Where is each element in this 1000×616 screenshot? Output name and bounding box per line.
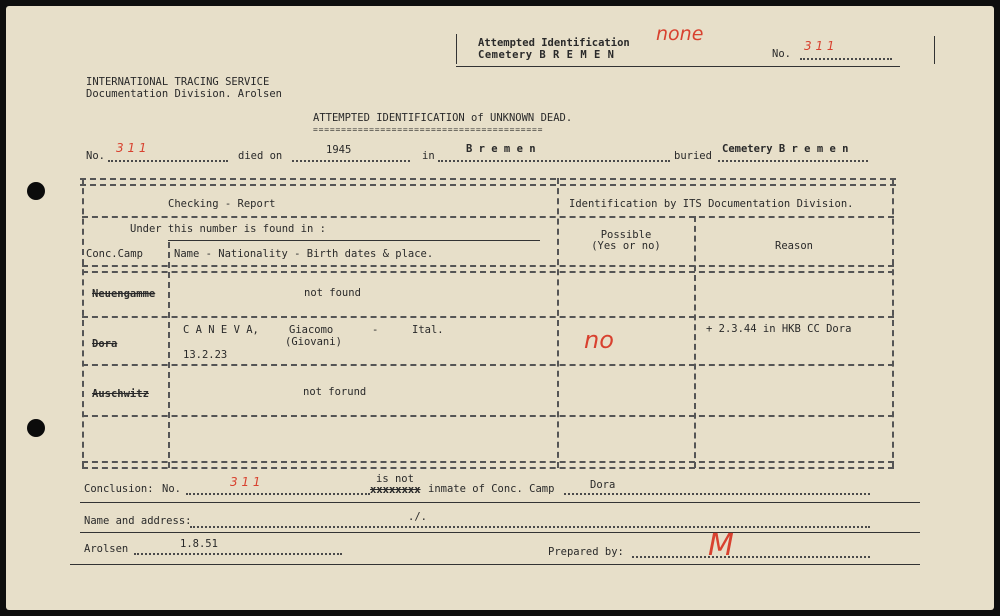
- header-no-dots: [800, 58, 892, 60]
- table-row-2-birth: 13.2.23: [183, 349, 228, 361]
- conclusion-struck-word: xxxxxxxx: [370, 484, 421, 496]
- prepared-by-label: Prepared by:: [548, 546, 624, 558]
- col-camp-header: Conc.Camp: [86, 248, 143, 260]
- buried-label: buried: [674, 150, 712, 162]
- footer-place: Arolsen: [84, 543, 129, 555]
- prepared-by-dots: [632, 556, 870, 558]
- table-row-2-given: Giacomo: [289, 324, 334, 336]
- died-on-label: died on: [238, 150, 283, 162]
- under-number-label: Under this number is found in :: [130, 223, 326, 235]
- conclusion-no-dots: [186, 493, 370, 495]
- died-on-value: 1945: [326, 144, 352, 156]
- table-left-border: [82, 178, 84, 468]
- col-reason-header: Reason: [775, 240, 813, 252]
- table-row-1-name: not found: [304, 287, 361, 299]
- document-card: [6, 6, 994, 610]
- died-on-dots: [292, 160, 410, 162]
- table-row-2-possible: no: [584, 326, 614, 354]
- table-line-under-number: [168, 240, 540, 241]
- table-row-2-camp: Dora: [92, 338, 118, 350]
- footer-date: 1.8.51: [180, 538, 218, 550]
- conclusion-camp-value: Dora: [590, 479, 616, 491]
- header-box-line2: Cemetery B R E M E N: [478, 49, 615, 61]
- name-address-rule: [80, 532, 920, 533]
- punch-hole-bottom: [27, 419, 45, 437]
- header-no-value: 3 1 1: [804, 39, 835, 53]
- identification-header: Identification by ITS Documentation Division.: [569, 198, 854, 210]
- record-no-value: 3 1 1: [116, 141, 147, 155]
- table-top-border: [80, 178, 896, 186]
- checking-report-header: Checking - Report: [168, 198, 276, 210]
- table-row-2-nationality: Ital.: [412, 324, 444, 336]
- col-name-header: Name - Nationality - Birth dates & place.: [174, 248, 434, 260]
- table-line-row2: [82, 364, 894, 366]
- table-line-row1: [82, 316, 894, 318]
- name-address-value: ./.: [408, 511, 427, 523]
- org-line2: Documentation Division. Arolsen: [86, 88, 282, 100]
- table-line-row3: [82, 415, 894, 417]
- table-divider-possible: [694, 216, 696, 468]
- handwritten-note: none: [656, 23, 704, 45]
- in-label: in: [422, 150, 435, 162]
- record-no-label: No.: [86, 150, 105, 162]
- footer-rule: [70, 564, 920, 565]
- header-box-bottom-border: [456, 66, 900, 67]
- footer-date-dots: [134, 553, 342, 555]
- org-line1: INTERNATIONAL TRACING SERVICE: [86, 76, 270, 88]
- conclusion-inmate-label: inmate of Conc. Camp: [428, 483, 555, 495]
- name-address-label: Name and address:: [84, 515, 192, 527]
- table-line-headers: [82, 216, 894, 218]
- table-line-colheads: [82, 265, 894, 273]
- header-no-label: No.: [772, 48, 791, 60]
- header-box-line1: Attempted Identification: [478, 37, 630, 49]
- table-row-2-given-alt: (Giovani): [285, 336, 342, 348]
- table-divider-main: [557, 178, 559, 468]
- table-right-border: [892, 178, 894, 468]
- table-row-2-reason: + 2.3.44 in HKB CC Dora: [706, 323, 852, 335]
- title-underline: =========================================: [313, 125, 544, 134]
- in-dots: [438, 160, 670, 162]
- buried-dots: [718, 160, 868, 162]
- record-no-dots: [108, 160, 228, 162]
- col-possible-header-1: Possible: [600, 229, 652, 241]
- in-value: B r e m e n: [466, 143, 536, 155]
- table-row-3-name: not forund: [303, 386, 367, 398]
- header-box-left-border: [456, 34, 457, 64]
- punch-hole-top: [27, 182, 45, 200]
- table-row-2-surname: C A N E V A,: [183, 324, 259, 336]
- conclusion-no-label: No.: [162, 483, 181, 495]
- table-row-3-camp: Auschwitz: [92, 388, 149, 400]
- table-row-1-camp: Neuengamme: [92, 288, 156, 300]
- table-bottom-border: [82, 461, 894, 469]
- conclusion-label: Conclusion:: [84, 483, 154, 495]
- header-box-right-border: [934, 36, 935, 64]
- page-title: ATTEMPTED IDENTIFICATION of UNKNOWN DEAD.: [313, 112, 573, 124]
- conclusion-no-value: 3 1 1: [230, 475, 261, 489]
- conclusion-rule: [80, 502, 920, 503]
- buried-value: Cemetery B r e m e n: [722, 143, 849, 155]
- signature: M: [708, 528, 734, 563]
- table-row-2-dash: -: [372, 324, 379, 336]
- conclusion-is-not: is not: [376, 473, 414, 485]
- conclusion-camp-dots: [564, 493, 870, 495]
- table-divider-camp: [168, 242, 170, 468]
- col-possible-header-2: (Yes or no): [591, 240, 661, 252]
- name-address-dots: [190, 526, 870, 528]
